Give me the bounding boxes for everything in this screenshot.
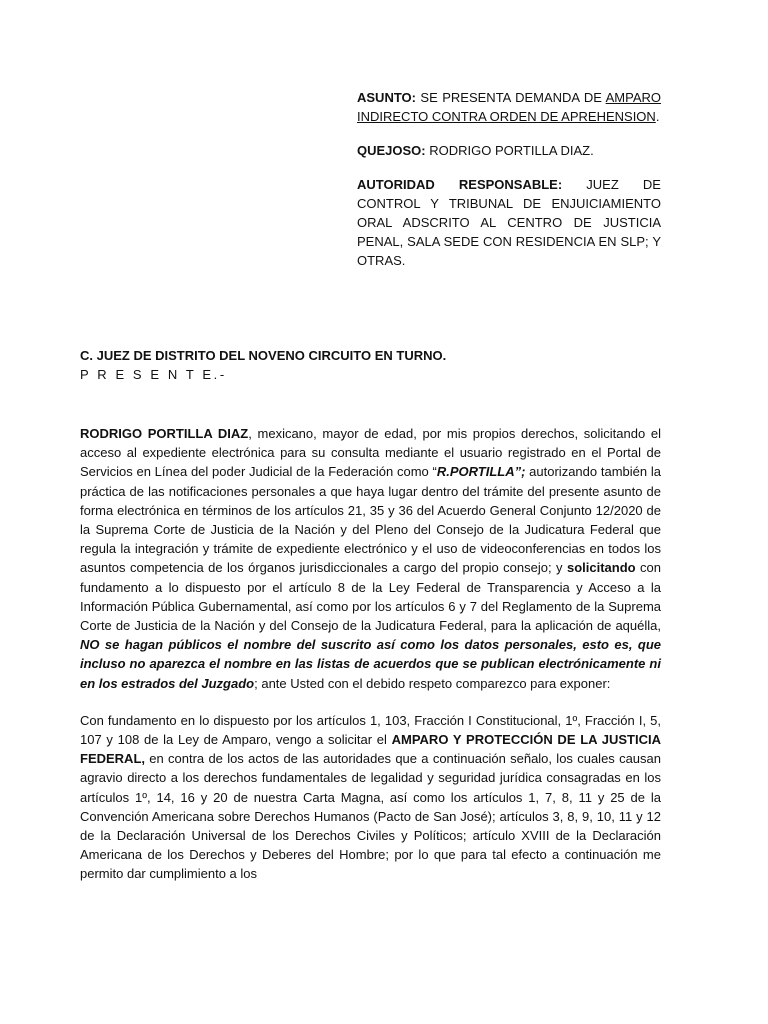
autoridad-text: JUEZ DE CONTROL Y TRIBUNAL DE ENJUICIAMIENTO ORAL ADSCRITO AL CENTRO DE JUSTICIA PENAL, SALA SEDE CON RESIDENCIA EN SLP; Y OTRAS. — [357, 177, 661, 268]
asunto-underlined-text: AMPARO INDIRECTO CONTRA ORDEN DE APREHENSION — [357, 90, 661, 124]
case-header — [357, 88, 661, 270]
p1-username: R.PORTILLA”; — [436, 464, 526, 480]
quejoso-text: RODRIGO PORTILLA DIAZ. — [425, 143, 594, 158]
p1-text-b: autorizando también la práctica de las notificaciones personales a que haya lugar dentro del trámite del presente asunto de forma electrónica en términos de los artículos 21, 35 y 36 del Acuerdo General Conjunto 12/2020 de la Suprema Corte de Justicia de la Nación y del Pleno del Consejo de la Judicatura Federal que regula la integración y trámite de expediente electrónico y el uso de videoconferencias en todos los asuntos competencia de los órganos jurisdiccionales a cargo del propio consejo; y — [80, 464, 661, 576]
p1-privacy-request: NO se hagan públicos el nombre del suscrito así como los datos personales, esto es, que incluso no aparezca el nombre en las listas de acuerdos que se publican electrónicamente ni en los estrados del Juzgado — [80, 637, 661, 691]
quejoso-label: QUEJOSO: — [357, 143, 426, 158]
asunto-label: ASUNTO: — [357, 90, 416, 105]
p2-text-a: Con fundamento en lo dispuesto por los artículos 1, 103, Fracción I Constitucional, 1º, Fracción I, 5, 107 y 108 de la Ley de Amparo, vengo a solicitar el — [80, 712, 661, 748]
addressee — [80, 346, 680, 384]
p2-amparo: AMPARO Y PROTECCIÓN DE LA JUSTICIA FEDERAL, — [80, 732, 661, 767]
p1-text-c: con fundamento a lo dispuesto por el artículo 8 de la Ley Federal de Transparencia y Acceso a la Información Pública Gubernamental, así como por los artículos 6 y 7 del Reglamento de la Suprema Corte de Justicia de la Nación y del Consejo de la Judicatura Federal, para la aplicación de aquélla, — [80, 560, 661, 634]
autoridad-label: AUTORIDAD RESPONSABLE: — [357, 177, 563, 192]
p1-solicitando: solicitando — [566, 560, 636, 576]
p1-text-d: ; ante Usted con el debido respeto comparezco para exponer: — [254, 675, 611, 691]
addressee-judge: C. JUEZ DE DISTRITO DEL NOVENO CIRCUITO EN TURNO. — [80, 348, 447, 363]
asunto-line — [357, 88, 661, 126]
body-paragraph-1 — [80, 424, 661, 693]
body-paragraph-2 — [80, 711, 661, 884]
p1-text-a: , mexicano, mayor de edad, por mis propios derechos, solicitando el acceso al expediente electrónica para su consulta mediante el usuario registrado en el Portal de Servicios en Línea del poder Judicial de la Federación como “ — [80, 426, 661, 480]
autoridad-line — [357, 175, 661, 270]
addressee-presente: P R E S E N T E.- — [80, 367, 227, 382]
p2-text-b: en contra de los actos de las autoridades que a continuación señalo, los cuales causan agravio directo a los derechos fundamentales de legalidad y seguridad jurídica consagradas en los artículos 1º, 14, 16 y 20 de nuestra Carta Magna, así como los artículos 1, 7, 8, 11 y 25 de la Convención Americana sobre Derechos Humanos (Pacto de San José); artículos 3, 8, 9, 10, 11 y 12 de la Declaración Universal de los Derechos Civiles y Políticos; artículo XVIII de la Declaración Americana de los Derechos y Deberes del Hombre; por lo que para tal efecto a continuación me permito dar cumplimiento a los — [80, 751, 661, 882]
quejoso-line — [357, 141, 661, 160]
document-body — [80, 424, 661, 884]
asunto-text: SE PRESENTA DEMANDA DE — [415, 90, 606, 105]
p1-name: RODRIGO PORTILLA DIAZ — [80, 426, 249, 441]
asunto-end: . — [655, 109, 660, 124]
